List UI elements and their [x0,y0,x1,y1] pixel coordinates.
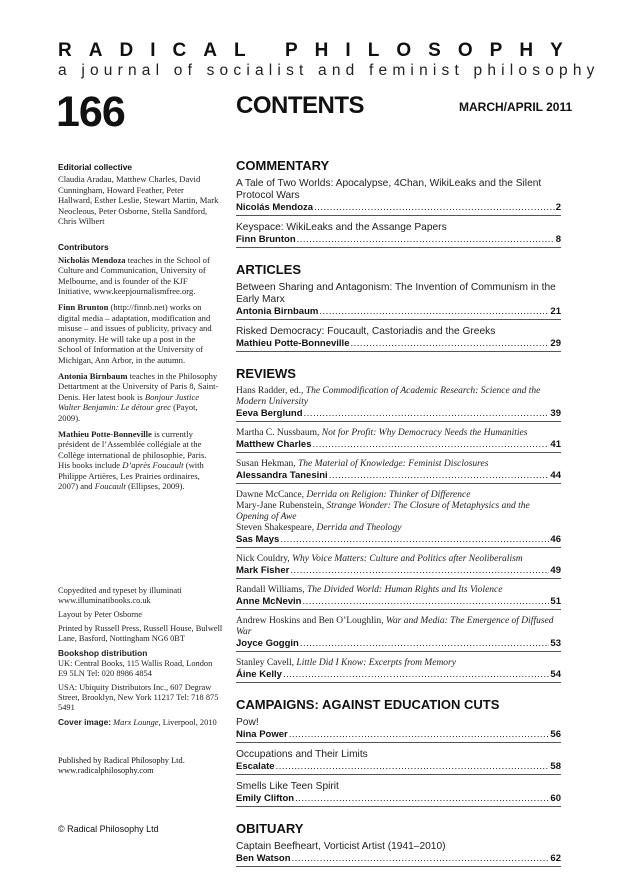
contributor-bio: (http://finnb.net) works on digital media – adaptation, modification and misuse – and issues of publicity, privacy and anonymity. He will take up a post in the School of Information at the University of Michigan, Ann Arbor, in the autumn. [58,302,212,365]
masthead-letter: R [58,40,72,61]
review-reviewed-author: Dawne McCance, [236,490,307,500]
entry-author: Eeva Berglund [236,408,303,419]
entry-author: Matthew Charles [236,439,312,450]
entry-author-line [236,761,561,775]
leader-dots [300,638,550,650]
masthead-letter: P [284,40,298,61]
contributors [58,242,220,491]
printer-credit: Printed by Russell Press, Russell House, Bulwell Lane, Basford, Nottingham NG6 0BT [58,624,223,643]
entry-author: Joyce Goggin [236,638,299,649]
contributor-entry [58,429,220,491]
entry-author: Áine Kelly [236,669,282,680]
entry-author: Escalate [236,761,275,772]
entry-page: 39 [550,408,561,419]
review-book-title: The Material of Knowledge: Feminist Disclosures [298,459,489,469]
masthead-letter: L [234,40,246,61]
entry-author-line [236,793,561,807]
review-line [236,490,561,501]
leader-dots [295,793,549,805]
review-line [236,459,561,470]
bookshop-heading: Bookshop distribution [58,648,148,658]
review-reviewed-author: Steven Shakespeare, [236,523,317,533]
entry-title: Captain Beefheart, Vorticist Artist (1941–2010) [236,841,446,852]
review-book-title: Not for Profit: Why Democracy Needs the Humanities [321,428,528,438]
publisher-info [58,756,228,776]
entry-page: 62 [550,853,561,864]
entry-author: Anne McNevin [236,596,302,607]
review-line [236,658,561,669]
entry-author-line [236,669,561,683]
contents-entry [236,749,561,775]
review-book-title: Strange Wonder: The Closure of Metaphysics and the Opening of Awe [236,501,530,522]
masthead-letter: L [367,40,380,61]
entry-author-line [236,729,561,743]
entry-page: 54 [550,669,561,680]
review-book-title: Derrida on Religion: Thinker of Difference [306,490,471,500]
entry-title: Keyspace: WikiLeaks and the Assange Papers [236,222,447,233]
layout-credit: Layout by Peter Osborne [58,610,142,619]
contributor-book-title: D’après Foucault [122,460,184,471]
entry-author: Mathieu Potte-Bonneville [236,338,350,349]
entry-page: 51 [550,596,561,607]
masthead-letter: S [428,40,441,61]
entry-page: 60 [550,793,561,804]
entry-title: Occupations and Their Limits [236,749,368,760]
entry-author: Mark Fisher [236,565,290,576]
copyedit-credit: Copyedited and typeset by illuminati www.illuminatibooks.co.uk [58,586,182,605]
contributor-name: Antonia Birnbaum [58,370,128,381]
issue-number: 166 [56,88,125,136]
entry-page: 53 [550,638,561,649]
leader-dots [297,234,555,246]
contents-heading: CONTENTS [236,92,364,119]
editorial-members: Claudia Aradau, Matthew Charles, David Cunningham, Howard Feather, Peter Hallward, Esther Leslie, Stewart Martin, Mark Neocleous, Peter Osborne, Stella Sandford, Chris Wilbert [58,174,219,227]
review-reviewed-author: Mary-Jane Rubenstein, [236,501,327,511]
entry-author: Sas Mays [236,534,280,545]
contents-entry [236,459,561,484]
entry-author-line [236,596,561,610]
entry-author: Nicolás Mendoza [236,202,314,213]
contents-list [236,158,561,881]
masthead-title [58,40,563,62]
contributor-entry [58,371,220,423]
contents-entry [236,781,561,807]
contributor-bio: (Payot, 2009). [58,402,198,423]
contributor-bio: teaches in the School of Culture and Communication, University of Melbourne, and is founder of the KJF Initiative, www.keepjournalismfree.org. [58,254,210,297]
entry-author: Emily Clifton [236,793,295,804]
review-line [236,428,561,439]
entry-author: Finn Brunton [236,234,296,245]
contributor-name: Finn Brunton [58,302,109,313]
masthead-letter: C [172,40,187,61]
entry-author-line [236,439,561,453]
masthead-letter: P [489,40,503,61]
contributors-heading: Contributors [58,242,109,253]
section-heading: CAMPAIGNS: AGAINST EDUCATION CUTS [236,697,500,712]
entry-author-line [236,408,561,422]
leader-dots [350,338,549,350]
contributor-name: Mathieu Potte-Bonneville [58,428,152,439]
contents-entry [236,658,561,683]
review-line [236,523,561,534]
entry-author-line [236,565,561,579]
masthead-letter: A [203,40,218,61]
contents-section [236,697,561,821]
entry-author-line [236,638,561,652]
entry-author-line [236,534,561,548]
masthead-letter: A [88,40,103,61]
section-heading: ARTICLES [236,262,301,277]
contributor-bio: (with Philippe Artières, Les Prairies ordinaires, 2007) and [58,460,204,491]
contents-section [236,158,561,262]
entry-page: 44 [550,470,561,481]
contributor-name: Nicholás Mendoza [58,254,126,265]
section-gap [236,254,561,262]
entry-page: 58 [550,761,561,772]
entry-page: 21 [550,306,561,317]
review-reviewed-author: Susan Hekman, [236,459,299,469]
entry-page: 49 [550,565,561,576]
usa-distributor: USA: Ubiquity Distributors Inc., 607 Degraw Street, Brooklyn, New York 11217 Tel: 718 875 5491 [58,683,219,712]
review-reviewed-author: Stanley Cavell, [236,658,297,668]
review-line [236,585,561,596]
entry-title: Between Sharing and Antagonism: The Invention of Communism in the Early Marx [236,282,556,305]
section-heading: COMMENTARY [236,158,330,173]
entry-title: Pow! [236,717,259,728]
section-gap [236,358,561,366]
contributor-entry [58,255,220,297]
production-info [58,586,223,732]
masthead-letter: H [314,40,329,61]
uk-distributor: UK: Central Books, 115 Wallis Road, London E9 5LN Tel: 020 8986 4854 [58,659,213,678]
review-reviewed-author: Nick Couldry, [236,554,293,564]
masthead-letter: I [345,40,351,61]
publisher-website: www.radicalphilosophy.com [58,766,154,775]
leader-dots [276,761,550,773]
entry-author-line [236,470,561,484]
entry-author-line [236,338,561,352]
contents-entry [236,178,561,216]
leader-dots [329,470,550,482]
contributor-bio: (Ellipses, 2009). [125,480,185,491]
leader-dots [313,439,550,451]
entry-author: Ben Watson [236,853,291,864]
contents-section [236,821,561,881]
review-book-title: War and Media: The Emergence of Diffused War [236,616,554,637]
contents-entry [236,428,561,453]
entry-author: Alessandra Tanesini [236,470,328,481]
review-book-title: Why Voice Matters: Culture and Politics after Neoliberalism [292,554,523,564]
leader-dots [283,669,549,681]
contributor-book-title: Bonjour Justice Walter Benjamin: Le détour grec [58,391,200,413]
editorial-collective [58,162,220,226]
editorial-heading: Editorial collective [58,162,133,172]
review-book-title: The Commodification of Academic Research: Science and the Modern University [236,386,541,407]
entry-page: 8 [555,234,561,245]
masthead-letter: H [519,40,534,61]
review-line [236,616,561,638]
contents-entry [236,386,561,422]
section-gap [236,689,561,697]
entry-title: Risked Democracy: Foucault, Castoriadis and the Greeks [236,326,496,337]
review-line [236,386,561,408]
entry-author-line [236,853,561,867]
entry-page: 29 [550,338,561,349]
leader-dots [302,596,549,608]
contents-section [236,262,561,366]
entry-author-line [236,202,561,216]
review-line [236,554,561,565]
issue-date: MARCH/APRIL 2011 [459,100,573,114]
review-reviewed-author: Andrew Hoskins and Ben O’Loughlin, [236,616,386,626]
contents-entry [236,326,561,352]
contents-entry [236,282,561,320]
leader-dots [314,202,555,214]
section-heading: REVIEWS [236,366,296,381]
masthead-subtitle: a journal of socialist and feminist philosophy [58,62,600,79]
contents-entry [236,585,561,610]
entry-page: 46 [550,534,561,545]
contents-entry [236,717,561,743]
contents-entry [236,616,561,652]
review-book-title: Derrida and Theology [316,523,402,533]
leader-dots [304,408,550,420]
contributors-list [58,255,220,492]
entry-page: 2 [555,202,561,213]
entry-page: 56 [550,729,561,740]
masthead-letter: D [119,40,134,61]
cover-image-credit: Cover image: Marx Lounge, Liverpool, 2010 [58,717,217,727]
entry-author-line [236,234,561,248]
leader-dots [289,729,550,741]
entry-author-line [236,306,561,320]
entry-author: Nina Power [236,729,288,740]
leader-dots [319,306,549,318]
masthead-letter: O [457,40,473,61]
review-book-title: The Divided World: Human Rights and Its Violence [306,585,503,595]
review-book-title: Little Did I Know: Excerpts from Memory [296,658,456,668]
contents-entry [236,222,561,248]
review-reviewed-author: Hans Radder, ed., [236,386,306,396]
entry-title: A Tale of Two Worlds: Apocalypse, 4Chan, WikiLeaks and the Silent Protocol Wars [236,178,542,201]
section-gap [236,813,561,821]
left-column [58,162,220,497]
leader-dots [290,565,549,577]
contents-section [236,366,561,697]
leader-dots [280,534,549,546]
contributor-entry [58,302,220,364]
contents-entry [236,490,561,548]
masthead-letter [263,40,268,62]
contributor-bio: is currently président de l’Assemblée collégiale at the Collège international de philosophie, Paris. His books include [58,428,207,471]
contributor-bio: teaches in the Philosophy Dettartment at the University of Paris 8, Saint-Denis. Her latest book is [58,370,219,402]
review-reviewed-author: Martha C. Nussbaum, [236,428,322,438]
section-heading: OBITUARY [236,821,304,836]
entry-page: 41 [550,439,561,450]
contents-entry [236,554,561,579]
review-line [236,501,561,523]
masthead-letter: I [150,40,156,61]
review-reviewed-author: Randall Williams, [236,585,307,595]
contributor-book-title: Foucault [94,480,126,491]
contents-entry [236,841,561,867]
masthead-letter: O [396,40,412,61]
leader-dots [292,853,550,865]
copyright: © Radical Philosophy Ltd [58,824,159,834]
publisher-line: Published by Radical Philosophy Ltd. [58,756,185,765]
section-gap [236,873,561,881]
masthead-letter: Y [550,40,563,61]
entry-title: Smells Like Teen Spirit [236,781,339,792]
entry-author: Antonia Birnbaum [236,306,319,317]
